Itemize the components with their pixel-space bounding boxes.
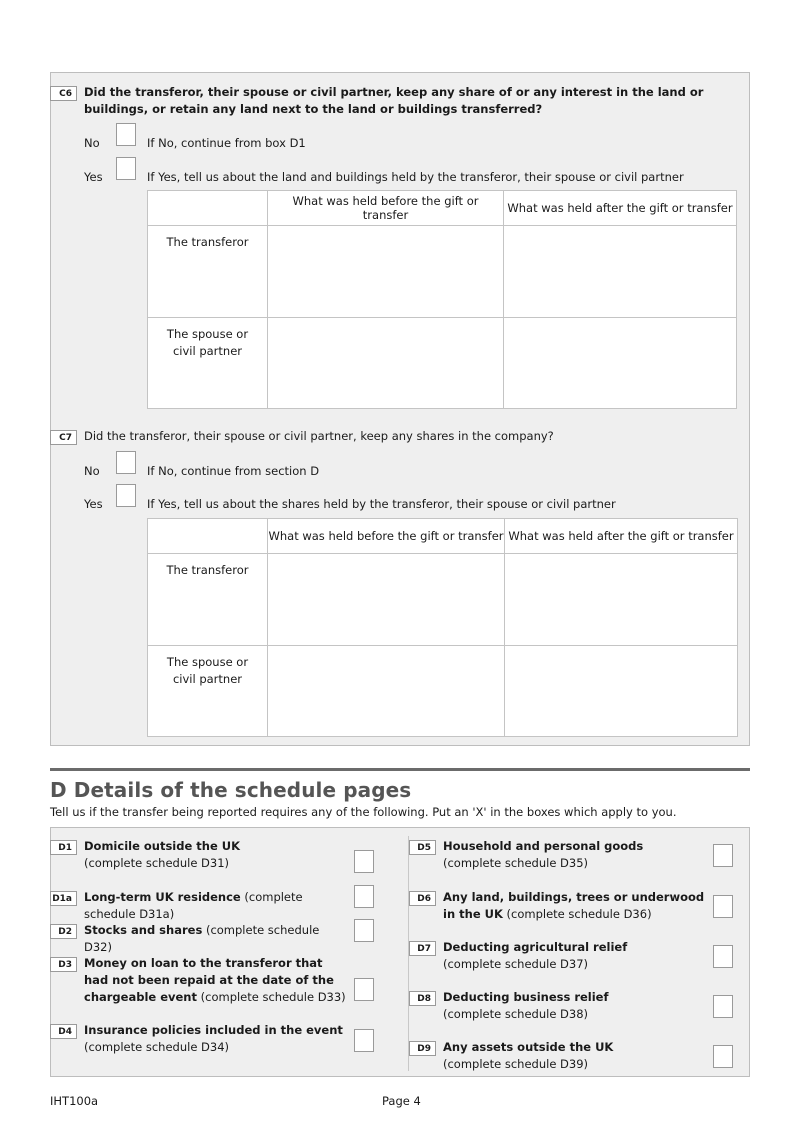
c6-spouse-after-field[interactable] [504,318,737,409]
section-d-rule [50,768,750,771]
item-code-d7: D7 [409,941,436,956]
c6-yes-instruction: If Yes, tell us about the land and buildings held by the transferor, their spouse or civil partner [147,170,684,184]
c7-transferor-after-field[interactable] [505,554,738,646]
question-code-c7: C7 [50,430,77,445]
c6-no-checkbox[interactable] [116,123,136,146]
item-d3-schedule: (complete schedule D33) [200,990,346,1004]
item-d6-text [443,889,705,923]
d1-checkbox[interactable] [354,850,374,873]
item-d1-schedule: (complete schedule D31) [84,856,230,870]
c7-spouse-after-field[interactable] [505,646,738,737]
c7-no-label: No [84,464,100,478]
item-code-d6: D6 [409,891,436,906]
item-code-d8: D8 [409,991,436,1006]
item-d1a-text [84,889,354,923]
section-d-title: Details of the schedule pages [73,778,412,802]
column-header-after: What was held after the gift or transfer [504,191,737,226]
c7-no-checkbox[interactable] [116,451,136,474]
table-row [148,226,737,318]
item-d3-text [84,955,346,1006]
c7-yes-instruction: If Yes, tell us about the shares held by the transferor, their spouse or civil partner [147,497,616,511]
d5-checkbox[interactable] [713,844,733,867]
question-c7-text: Did the transferor, their spouse or civil partner, keep any shares in the company? [84,429,554,443]
d8-checkbox[interactable] [713,995,733,1018]
footer-page-number: Page 4 [382,1094,421,1108]
c6-no-instruction: If No, continue from box D1 [147,136,306,150]
section-d-intro: Tell us if the transfer being reported requires any of the following. Put an 'X' in the boxes which apply to you. [50,805,677,819]
row-label-spouse-line2: civil partner [172,344,243,358]
item-code-d4: D4 [50,1024,77,1039]
item-d9-title: Any assets outside the UK [443,1040,614,1054]
column-header-before: What was held before the gift or transfer [268,191,504,226]
row-label-transferor: The transferor [148,554,268,646]
item-d1-title: Domicile outside the UK [84,839,241,853]
c7-shares-table [147,518,738,737]
section-d-heading [50,778,411,802]
c6-holdings-table [147,190,737,409]
d3-checkbox[interactable] [354,978,374,1001]
c6-no-label: No [84,136,100,150]
item-d9-schedule: (complete schedule D39) [443,1057,589,1071]
item-d4-schedule: (complete schedule D34) [84,1040,230,1054]
c7-no-instruction: If No, continue from section D [147,464,320,478]
item-d1a-schedule: (complete schedule D31a) [84,890,303,921]
row-label-spouse [148,646,268,737]
table-header-row [148,191,737,226]
item-d6-title-line2: in the UK [443,907,503,921]
item-d3-title-line3: chargeable event [84,990,197,1004]
question-code-c6: C6 [50,86,77,101]
column-header-after: What was held after the gift or transfer [505,519,738,554]
item-d2-schedule: (complete schedule D32) [84,923,320,954]
item-code-d3: D3 [50,957,77,972]
item-d9-text [443,1039,703,1073]
row-label-spouse-line1: The spouse or [166,655,249,669]
item-d1a-title: Long-term UK residence [84,890,241,904]
item-d8-schedule: (complete schedule D38) [443,1007,589,1021]
c6-yes-checkbox[interactable] [116,157,136,180]
d9-checkbox[interactable] [713,1045,733,1068]
section-d-letter: D [50,778,67,802]
table-header-blank [148,519,268,554]
item-d7-title: Deducting agricultural relief [443,940,628,954]
item-d4-title: Insurance policies included in the event [84,1023,343,1037]
item-d2-text [84,922,344,956]
item-code-d5: D5 [409,840,436,855]
c6-transferor-before-field[interactable] [268,226,504,318]
item-d8-title: Deducting business relief [443,990,609,1004]
c7-transferor-before-field[interactable] [268,554,505,646]
row-label-transferor: The transferor [148,226,268,318]
d1a-checkbox[interactable] [354,885,374,908]
d6-checkbox[interactable] [713,895,733,918]
item-code-d9: D9 [409,1041,436,1056]
table-row [148,318,737,409]
item-code-d2: D2 [50,924,77,939]
c7-spouse-before-field[interactable] [268,646,505,737]
item-d3-title-line2: had not been repaid at the date of the [84,973,334,987]
c6-transferor-after-field[interactable] [504,226,737,318]
table-header-row [148,519,738,554]
item-d6-title-line1: Any land, buildings, trees or underwood [443,890,705,904]
c6-spouse-before-field[interactable] [268,318,504,409]
item-d2-title: Stocks and shares [84,923,203,937]
d2-checkbox[interactable] [354,919,374,942]
table-row [148,646,738,737]
column-header-before: What was held before the gift or transfer [268,519,505,554]
item-d5-schedule: (complete schedule D35) [443,856,589,870]
c7-yes-label: Yes [84,497,103,511]
item-d7-text [443,939,703,973]
d7-checkbox[interactable] [713,945,733,968]
c7-yes-checkbox[interactable] [116,484,136,507]
question-c6-text: Did the transferor, their spouse or civil partner, keep any share of or any interest in the land or buildings, or retain any land next to the land or buildings transferred? [84,85,704,116]
row-label-spouse [148,318,268,409]
item-d8-text [443,989,703,1023]
d4-checkbox[interactable] [354,1029,374,1052]
item-code-d1a: D1a [50,891,77,906]
item-d5-text [443,838,703,872]
item-code-d1: D1 [50,840,77,855]
c6-yes-label: Yes [84,170,103,184]
row-label-spouse-line2: civil partner [172,672,243,686]
item-d6-schedule: (complete schedule D36) [506,907,652,921]
table-header-blank [148,191,268,226]
item-d3-title-line1: Money on loan to the transferor that [84,956,323,970]
item-d1-text [84,838,344,872]
item-d5-title: Household and personal goods [443,839,644,853]
table-row [148,554,738,646]
item-d4-text [84,1022,346,1056]
footer-form-code: IHT100a [50,1094,99,1108]
item-d7-schedule: (complete schedule D37) [443,957,589,971]
row-label-spouse-line1: The spouse or [166,327,249,341]
